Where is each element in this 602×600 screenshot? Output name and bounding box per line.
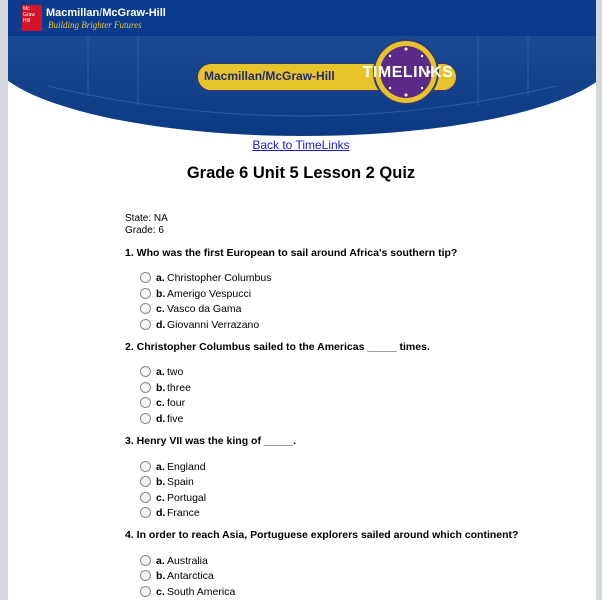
- option-text: France: [167, 507, 200, 519]
- option-letter: c.: [156, 397, 165, 409]
- option-text: South America: [167, 586, 236, 598]
- option-text: two: [167, 366, 184, 378]
- option-letter: c.: [156, 586, 165, 598]
- radio-button-icon[interactable]: [140, 303, 151, 314]
- option-text: four: [167, 397, 186, 409]
- brand-name: [46, 7, 166, 19]
- option-letter: d.: [156, 319, 166, 331]
- radio-button-icon[interactable]: [140, 366, 151, 377]
- radio-button-icon[interactable]: [140, 586, 151, 597]
- option-text: Vasco da Gama: [167, 303, 242, 315]
- option-letter: a.: [156, 555, 165, 567]
- radio-button-icon[interactable]: [140, 382, 151, 393]
- option-letter: a.: [156, 461, 165, 473]
- grade-label: Grade: 6: [125, 225, 164, 236]
- option-letter: d.: [156, 413, 166, 425]
- right-border: [596, 0, 602, 600]
- radio-button-icon[interactable]: [140, 397, 151, 408]
- question-2: 2. Christopher Columbus sailed to the Americas _____ times.: [125, 341, 430, 353]
- question-3: 3. Henry VII was the king of _____.: [125, 435, 296, 447]
- top-header-bar: [8, 0, 596, 36]
- option-text: Antarctica: [167, 570, 214, 582]
- option-text: Australia: [167, 555, 208, 567]
- option-letter: c.: [156, 303, 165, 315]
- option-text: Amerigo Vespucci: [167, 288, 252, 300]
- question-1: 1. Who was the first European to sail around Africa's southern tip?: [125, 247, 458, 259]
- radio-button-icon[interactable]: [140, 555, 151, 566]
- radio-button-icon[interactable]: [140, 272, 151, 283]
- question-4: 4. In order to reach Asia, Portuguese explorers sailed around which continent?: [125, 529, 519, 541]
- radio-button-icon[interactable]: [140, 288, 151, 299]
- option-letter: b.: [156, 476, 166, 488]
- option-text: Giovanni Verrazano: [167, 319, 260, 331]
- option-letter: b.: [156, 570, 166, 582]
- option-letter: c.: [156, 492, 165, 504]
- state-label: State: NA: [125, 213, 168, 224]
- option-letter: b.: [156, 288, 166, 300]
- radio-button-icon[interactable]: [140, 507, 151, 518]
- option-text: Christopher Columbus: [167, 272, 272, 284]
- radio-button-icon[interactable]: [140, 476, 151, 487]
- option-text: England: [167, 461, 206, 473]
- brand-name-part2: McGraw-Hill: [102, 7, 166, 19]
- option-text: three: [167, 382, 191, 394]
- radio-button-icon[interactable]: [140, 570, 151, 581]
- radio-button-icon[interactable]: [140, 461, 151, 472]
- radio-button-icon[interactable]: [140, 319, 151, 330]
- back-to-timelinks-link[interactable]: Back to TimeLinks: [252, 138, 350, 152]
- option-letter: a.: [156, 272, 165, 284]
- option-letter: d.: [156, 507, 166, 519]
- radio-button-icon[interactable]: [140, 413, 151, 424]
- left-border: [0, 0, 8, 600]
- brand-logo-link[interactable]: [22, 5, 166, 31]
- mcgraw-hill-logo-icon: Mc Graw Hill: [22, 5, 42, 31]
- radio-button-icon[interactable]: [140, 492, 151, 503]
- option-letter: a.: [156, 366, 165, 378]
- option-letter: b.: [156, 382, 166, 394]
- option-text: Portugal: [167, 492, 207, 504]
- brand-name-separator: /: [99, 7, 103, 19]
- banner-publisher-text: Macmillan/McGraw-Hill: [204, 69, 335, 83]
- brand-name-part1: Macmillan: [46, 7, 100, 19]
- brand-tagline: Building Brighter Futures: [48, 20, 142, 30]
- option-text: five: [167, 413, 184, 425]
- timelinks-banner: [8, 36, 596, 140]
- banner-product-text: TIMELINKS: [362, 64, 454, 81]
- option-text: Spain: [167, 476, 194, 488]
- page-title: Grade 6 Unit 5 Lesson 2 Quiz: [186, 164, 416, 182]
